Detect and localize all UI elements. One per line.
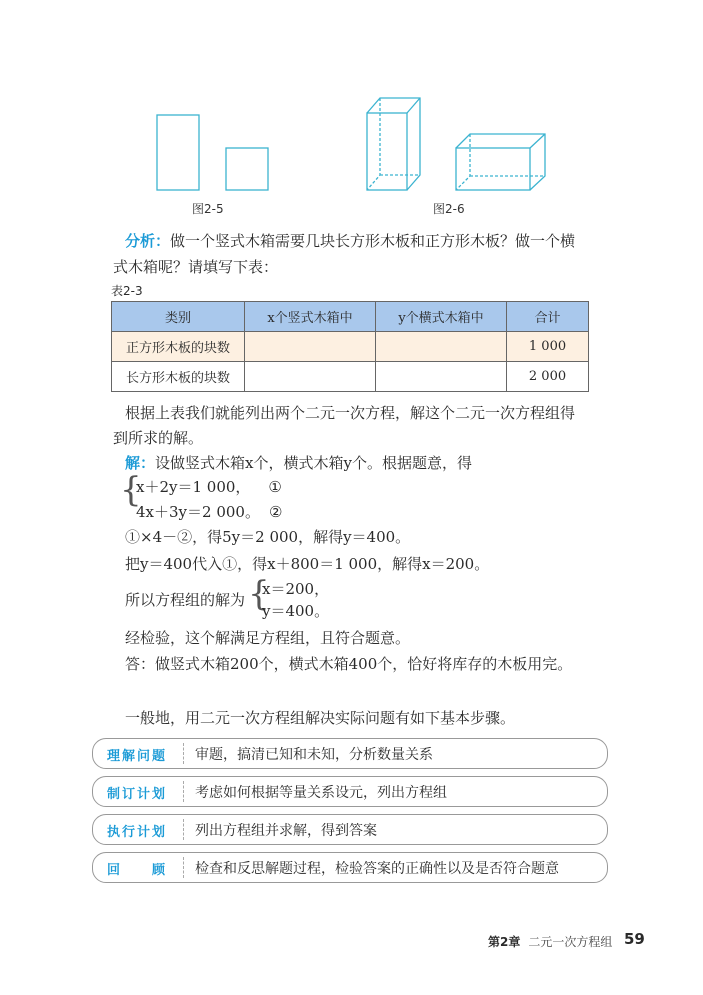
step-understand	[92, 738, 608, 769]
brace: {	[248, 574, 270, 614]
table-row	[112, 332, 589, 362]
solution-step: 所以方程组的解为	[125, 591, 246, 609]
answer-text: 答：做竖式木箱200个，横式木箱400个，恰好将库存的木板用完。	[125, 655, 573, 673]
solution-value: y＝400。	[262, 602, 330, 620]
step-label: 回 顾	[106, 863, 167, 878]
table-cell	[245, 332, 376, 362]
page-number: 59	[624, 930, 645, 948]
analysis-text: 做一个竖式木箱需要几块长方形木板和正方形木板？做一个横	[170, 232, 576, 250]
vertical-box-figure	[367, 98, 420, 190]
step-text: 审题，搞清已知和未知，分析数量关系	[195, 747, 433, 763]
table-cell: 长方形木板的块数	[112, 362, 245, 392]
step-label: 制订计划	[106, 787, 167, 802]
table-header-row	[112, 302, 589, 332]
step-plan	[92, 776, 608, 807]
analysis-label: 分析：	[125, 232, 171, 250]
solution-step: 把y＝400代入①，得x＋800＝1 000，解得x＝200。	[125, 555, 490, 573]
square-figure	[226, 148, 268, 190]
step-execute	[92, 814, 608, 845]
equation-1: x＋2y＝1 000，	[136, 478, 251, 496]
table-caption: 表2-3	[111, 284, 143, 298]
paragraph: 到所求的解。	[113, 429, 204, 447]
header-cell: x个竖式木箱中	[245, 302, 376, 332]
header-cell: y个横式木箱中	[376, 302, 507, 332]
table-cell	[376, 362, 507, 392]
table-cell: 1 000	[507, 332, 589, 362]
table-cell	[376, 332, 507, 362]
figure-caption: 图2-6	[433, 202, 465, 216]
table-row	[112, 362, 589, 392]
horizontal-box-figure	[456, 134, 545, 190]
header-cell: 类别	[112, 302, 245, 332]
header-cell: 合计	[507, 302, 589, 332]
step-label: 执行计划	[106, 825, 167, 840]
brace: {	[120, 470, 142, 510]
table-cell	[245, 362, 376, 392]
solution-step: ①×4－②，得5y＝2 000，解得y＝400。	[125, 528, 411, 546]
general-text: 一般地，用二元一次方程组解决实际问题有如下基本步骤。	[125, 709, 516, 727]
solution-label: 解：	[125, 454, 156, 472]
step-text: 检查和反思解题过程，检验答案的正确性以及是否符合题意	[195, 861, 559, 877]
equation-number: ①	[268, 478, 282, 496]
check-text: 经检验，这个解满足方程组，且符合题意。	[125, 629, 411, 647]
analysis-text: 式木箱呢？请填写下表：	[113, 258, 279, 276]
data-table	[111, 301, 589, 392]
table-cell: 2 000	[507, 362, 589, 392]
solution-value: x＝200，	[262, 580, 330, 598]
footer-chapter: 第2章	[488, 935, 521, 949]
step-review	[92, 852, 608, 883]
step-label: 理解问题	[106, 749, 167, 764]
figure-caption: 图2-5	[192, 202, 224, 216]
step-text: 考虑如何根据等量关系设元，列出方程组	[195, 785, 447, 801]
figures	[0, 0, 703, 230]
solution-intro: 设做竖式木箱x个，横式木箱y个。根据题意，得	[155, 454, 472, 472]
equation-number: ②	[268, 503, 283, 521]
step-text: 列出方程组并求解，得到答案	[195, 823, 377, 839]
table-cell: 正方形木板的块数	[112, 332, 245, 362]
equation-2: 4x＋3y＝2 000。	[136, 503, 260, 521]
footer-title: 二元一次方程组	[528, 935, 613, 949]
tall-rectangle-figure	[157, 115, 199, 190]
paragraph: 根据上表我们就能列出两个二元一次方程，解这个二元一次方程组得	[125, 404, 576, 422]
